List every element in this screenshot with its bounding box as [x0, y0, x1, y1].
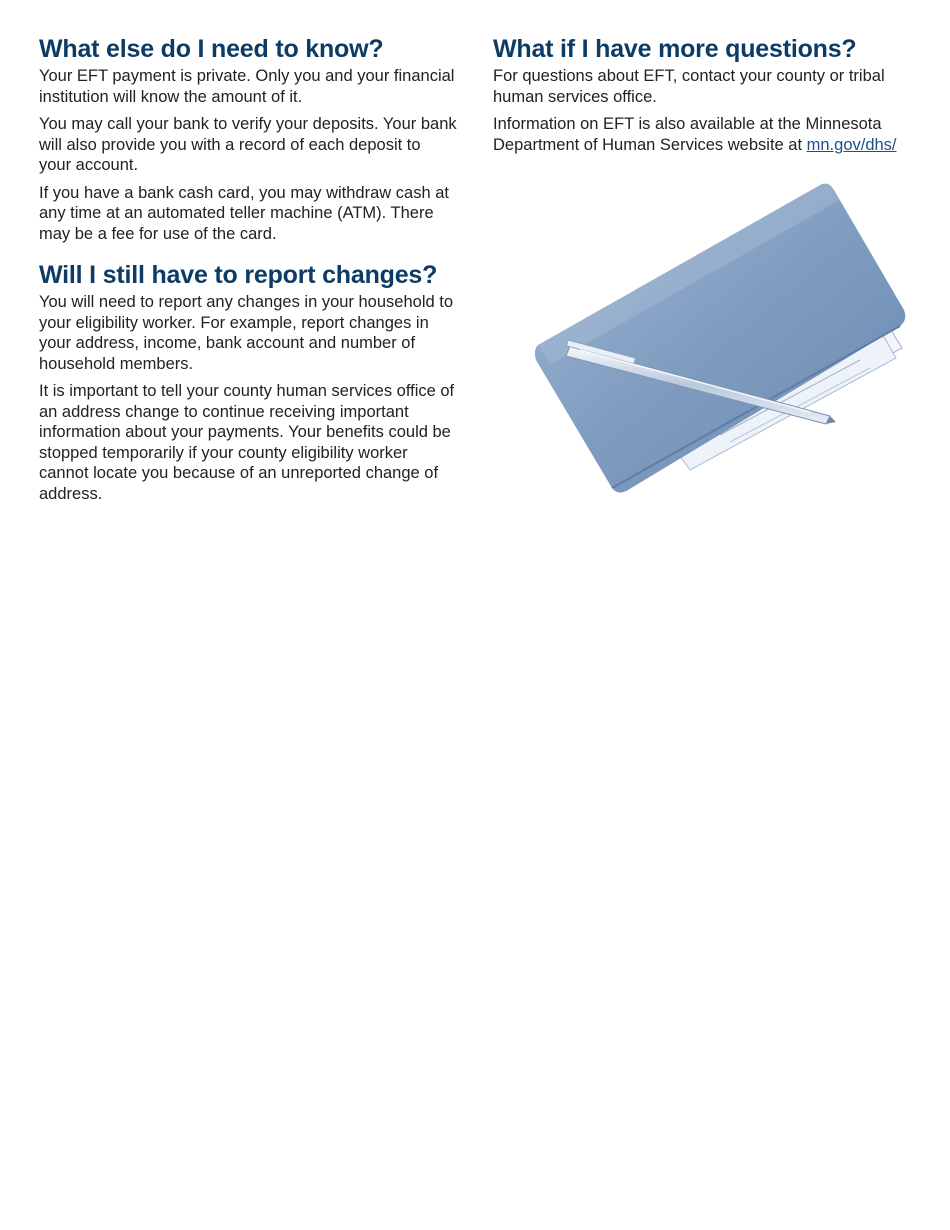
paragraph-atm: If you have a bank cash card, you may withdraw cash at any time at an automated teller machine (ATM). There may be a fee for use of the card. [39, 183, 449, 243]
heading-what-else: What else do I need to know? [39, 35, 384, 63]
left-column [39, 32, 457, 511]
section-report-changes [39, 258, 457, 504]
paragraph-privacy: Your EFT payment is private. Only you and your financial institution will know the amount of it. [39, 67, 455, 106]
dhs-website-link[interactable]: mn.gov/dhs/ [806, 135, 897, 154]
heading-more-questions: What if I have more questions? [493, 35, 857, 63]
checkbook-with-pen-image [530, 180, 910, 500]
paragraph-verify-deposits: You may call your bank to verify your deposits. Your bank will also provide you with a record of each deposit to your account. [39, 115, 457, 174]
paragraph-contact-county: For questions about EFT, contact your county or tribal human services office. [493, 67, 885, 106]
heading-report-changes: Will I still have to report changes? [39, 261, 438, 289]
dhs-website-text: Information on EFT is also available at the Minnesota Department of Human Services website at [493, 115, 882, 154]
paragraph-dhs-website [493, 114, 911, 155]
checkbook-pen-illustration [530, 180, 910, 500]
right-column [493, 32, 911, 162]
section-more-questions [493, 32, 911, 155]
paragraph-report-household: You will need to report any changes in your household to your eligibility worker. For example, report changes in your address, income, bank account and number of household members. [39, 293, 454, 373]
paragraph-address-change: It is important to tell your county human services office of an address change to continue receiving important information about your payments. Your benefits could be stopped temporarily if your county eligibility worker cannot locate you because of an unreported change of address. [39, 382, 455, 503]
section-what-else [39, 32, 457, 244]
